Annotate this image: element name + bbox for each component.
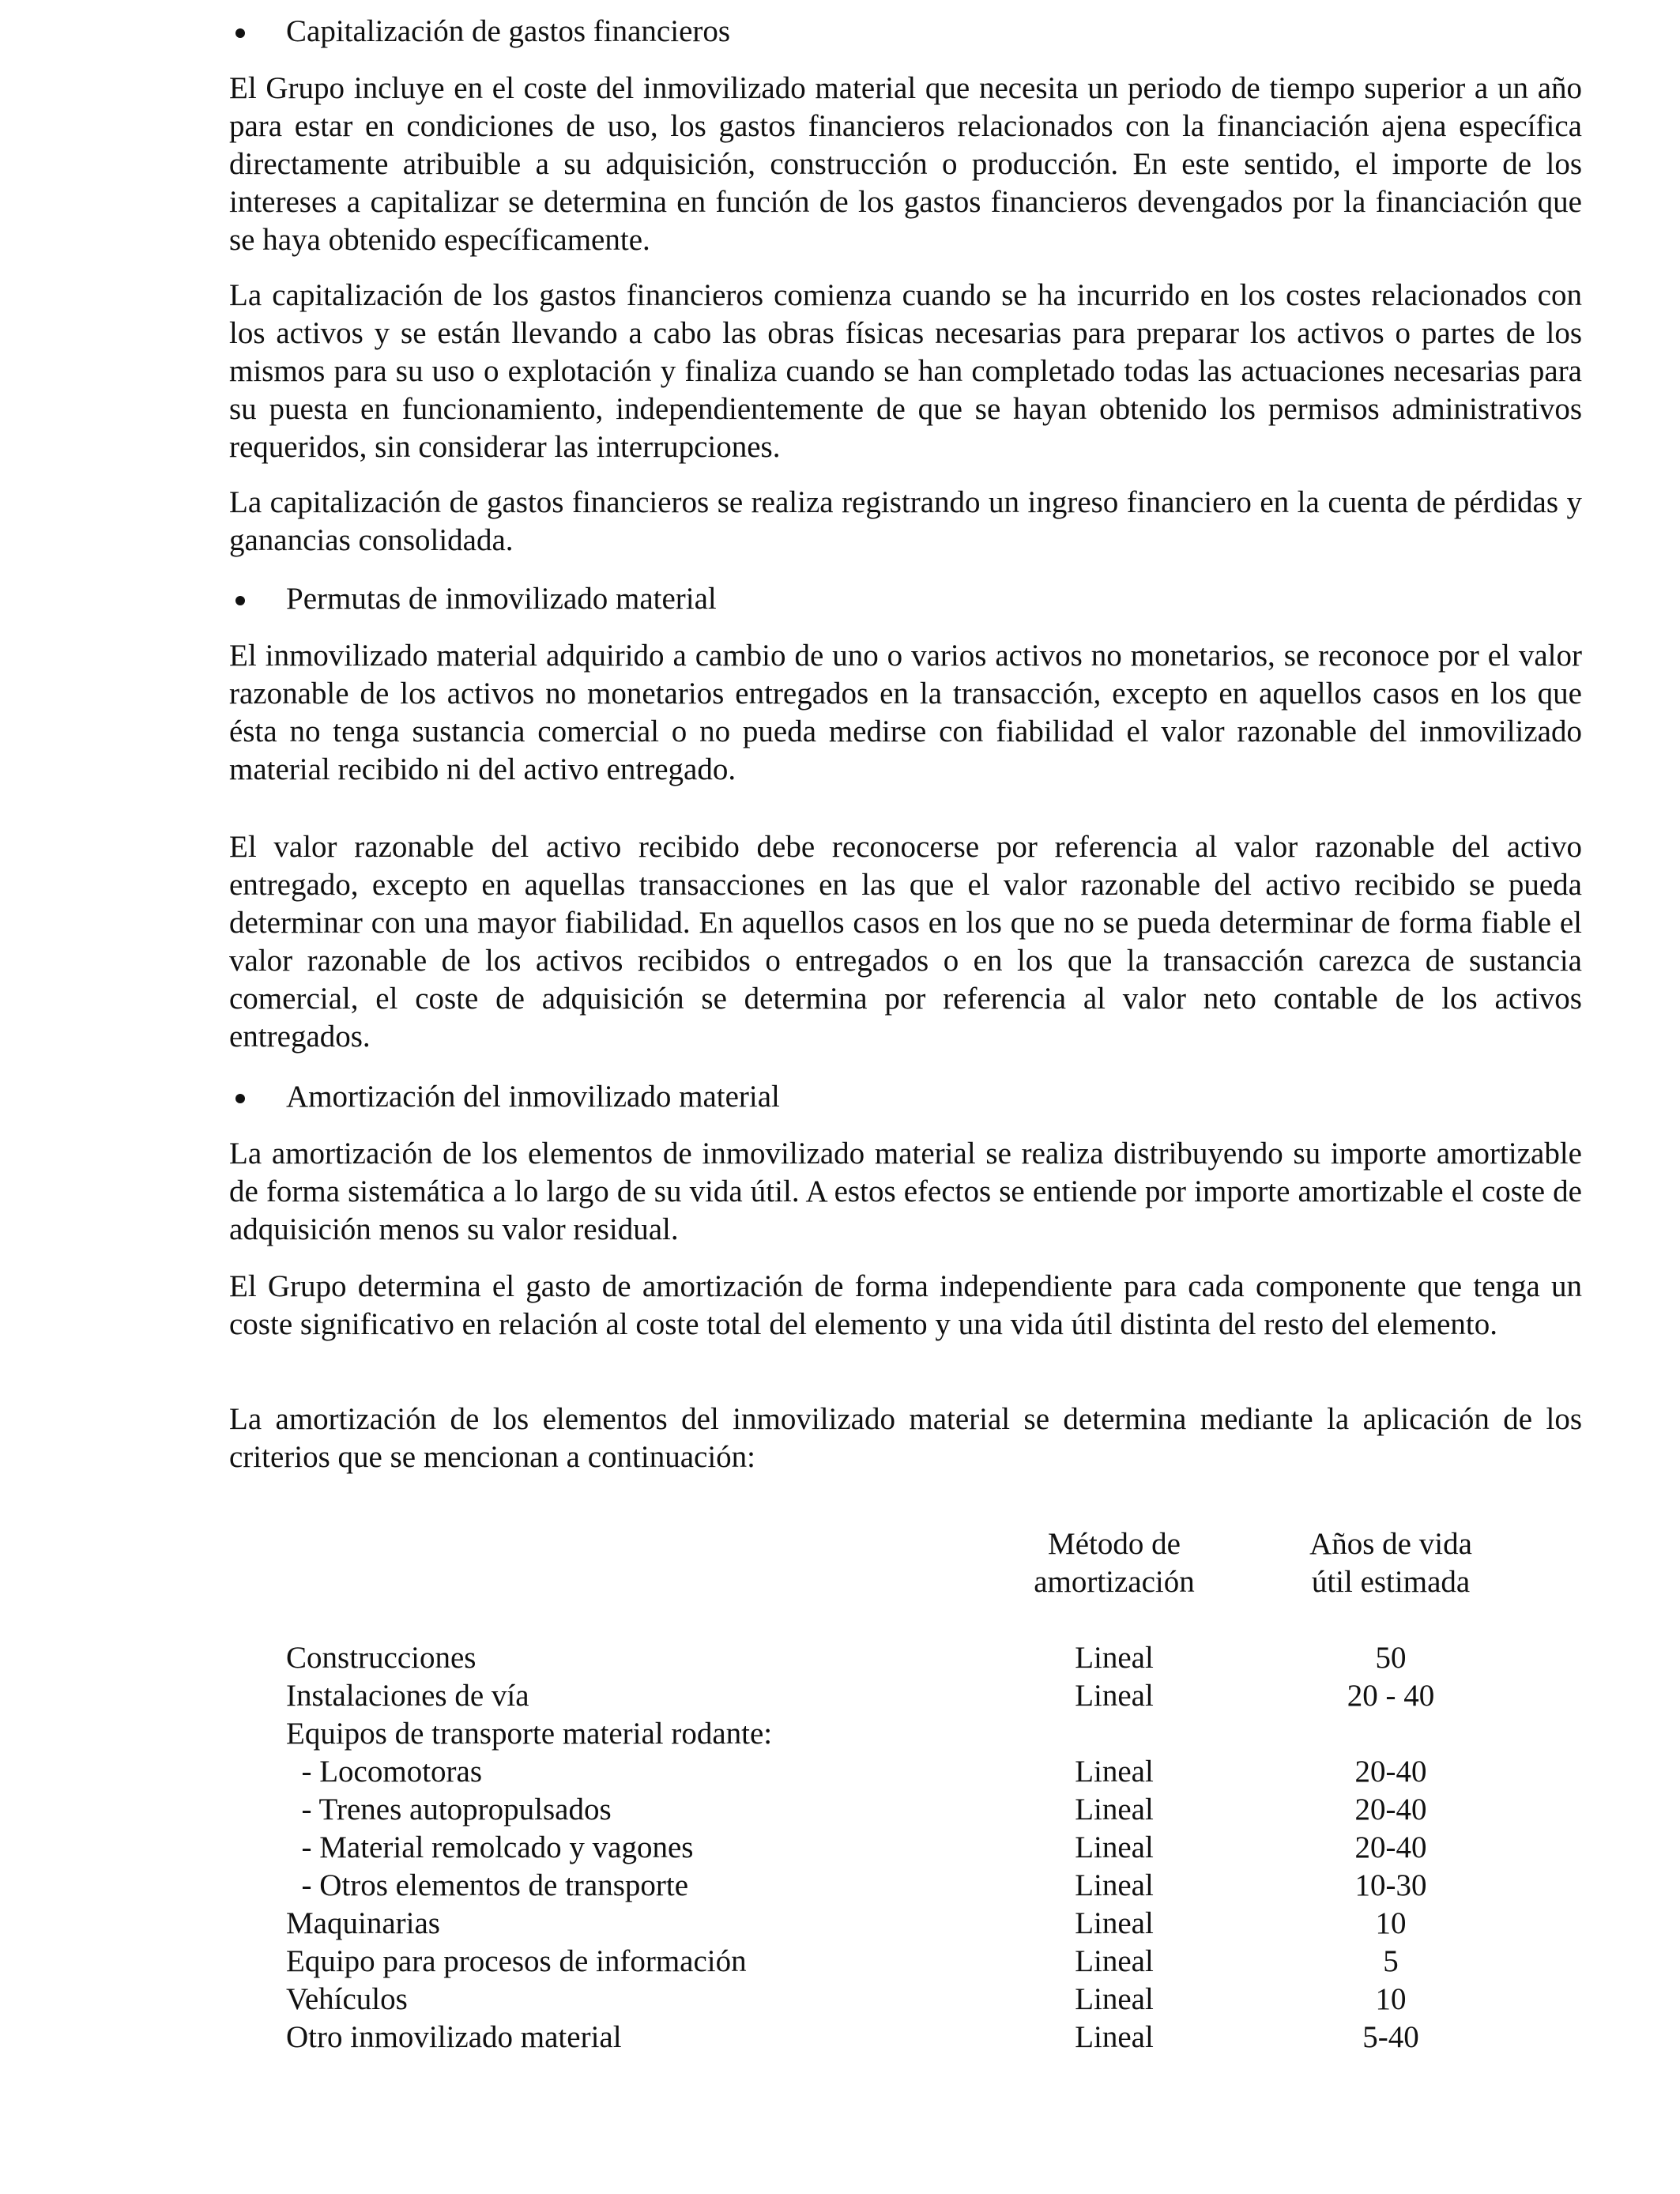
row-label: Equipo para procesos de información xyxy=(286,1944,747,1978)
row-years: 20-40 xyxy=(1354,1755,1427,1789)
paragraph-permutas-1: El inmovilizado material adquirido a cambio de uno o varios activos no monetarios, se reconoce por el valor razonable de los activos no monetarios entregados en la transacción, excepto en aquellos casos en los que ésta no tenga sustancia comercial o no pueda medirse con fiabilidad el valor razonable del inmovilizado material recibido ni del activo entregado. xyxy=(229,639,1582,786)
table-row xyxy=(229,1677,1582,1715)
row-method: Lineal xyxy=(1075,1944,1154,1978)
paragraph-capitalizacion-3: La capitalización de gastos financieros se realiza registrando un ingreso financiero en la cuenta de pérdidas y ganancias consolidada. xyxy=(229,485,1582,557)
header-method-line1: Método de xyxy=(1048,1527,1181,1561)
bullet-dot-icon xyxy=(235,28,245,38)
paragraph-capitalizacion-2: La capitalización de los gastos financieros comienza cuando se ha incurrido en los costes relacionados con los activos y se están llevando a cabo las obras físicas necesarias para preparar los activos o partes de los mismos para su uso o explotación y finaliza cuando se han completado todas las actuaciones necesarias para su puesta en funcionamiento, independientemente de que se hayan obtenido los permisos administrativos requeridos, sin considerar las interrupciones. xyxy=(229,278,1582,464)
header-years-line1: Años de vida xyxy=(1309,1527,1472,1561)
row-label: Instalaciones de vía xyxy=(286,1679,529,1713)
row-method: Lineal xyxy=(1075,1830,1154,1864)
row-label: - Material remolcado y vagones xyxy=(286,1830,694,1864)
row-method: Lineal xyxy=(1075,1868,1154,1902)
paragraph-permutas-2: El valor razonable del activo recibido debe reconocerse por referencia al valor razonable del activo entregado, excepto en aquellas transacciones en las que el valor razonable del activo recibido se pueda determinar con una mayor fiabilidad. En aquellos casos en los que no se pueda determinar de forma fiable el valor razonable de los activos recibidos o entregados o en los que la transacción carezca de sustancia comercial, el coste de adquisición se determina por referencia al valor neto contable de los activos entregados. xyxy=(229,830,1582,1054)
row-years: 10 xyxy=(1375,1906,1407,1940)
bullet-dot-icon xyxy=(235,596,245,605)
row-years: 5-40 xyxy=(1362,2020,1419,2054)
table-row xyxy=(229,1905,1582,1943)
row-label: Maquinarias xyxy=(286,1906,440,1940)
row-method: Lineal xyxy=(1075,2020,1154,2054)
row-label: Otro inmovilizado material xyxy=(286,2020,622,2054)
row-years: 20-40 xyxy=(1354,1830,1427,1864)
paragraph-amortizacion-1: La amortización de los elementos de inmovilizado material se realiza distribuyendo su importe amortizable de forma sistemática a lo largo de su vida útil. A estos efectos se entiende por importe amortizable el coste de adquisición menos su valor residual. xyxy=(229,1137,1582,1246)
bullet-heading: Capitalización de gastos financieros xyxy=(286,14,731,48)
row-label: - Otros elementos de transporte xyxy=(286,1868,689,1902)
row-label: Vehículos xyxy=(286,1982,408,2016)
table-row xyxy=(229,1791,1582,1829)
row-label: - Trenes autopropulsados xyxy=(286,1793,612,1826)
header-years xyxy=(1217,1525,1565,1601)
row-label: Equipos de transporte material rodante: xyxy=(286,1717,773,1751)
table-row xyxy=(229,1753,1582,1791)
table-row xyxy=(229,2019,1582,2056)
table-row xyxy=(229,1715,1582,1753)
row-years: 10-30 xyxy=(1354,1868,1427,1902)
row-years: 10 xyxy=(1375,1982,1407,2016)
row-method: Lineal xyxy=(1075,1793,1154,1826)
row-years: 20-40 xyxy=(1354,1793,1427,1826)
row-method: Lineal xyxy=(1075,1982,1154,2016)
table-row xyxy=(229,1829,1582,1867)
bullet-heading: Permutas de inmovilizado material xyxy=(286,582,717,616)
row-method: Lineal xyxy=(1075,1906,1154,1940)
table-row xyxy=(229,1943,1582,1981)
row-years: 50 xyxy=(1375,1641,1407,1675)
header-method-line2: amortización xyxy=(1034,1565,1195,1599)
bullet-dot-icon xyxy=(235,1094,245,1103)
row-label: Construcciones xyxy=(286,1641,477,1675)
row-label: - Locomotoras xyxy=(286,1755,483,1789)
bullet-heading: Amortización del inmovilizado material xyxy=(286,1080,780,1114)
row-method: Lineal xyxy=(1075,1679,1154,1713)
row-method: Lineal xyxy=(1075,1641,1154,1675)
row-method: Lineal xyxy=(1075,1755,1154,1789)
row-years: 5 xyxy=(1383,1944,1399,1978)
table-row xyxy=(229,1639,1582,1677)
header-years-line2: útil estimada xyxy=(1311,1565,1471,1599)
paragraph-amortizacion-2: El Grupo determina el gasto de amortización de forma independiente para cada componente que tenga un coste significativo en relación al coste total del elemento y una vida útil distinta del resto del elemento. xyxy=(229,1269,1582,1341)
paragraph-amortizacion-3: La amortización de los elementos del inmovilizado material se determina mediante la aplicación de los criterios que se mencionan a continuación: xyxy=(229,1402,1582,1474)
table-row xyxy=(229,1867,1582,1905)
row-years: 20 - 40 xyxy=(1347,1679,1435,1713)
table-row xyxy=(229,1981,1582,2019)
paragraph-capitalizacion-1: El Grupo incluye en el coste del inmovilizado material que necesita un periodo de tiempo superior a un año para estar en condiciones de uso, los gastos financieros relacionados con la financiación ajena específica directamente atribuible a su adquisición, construcción o producción. En este sentido, el importe de los intereses a capitalizar se determina en función de los gastos financieros devengados por la financiación que se haya obtenido específicamente. xyxy=(229,71,1582,257)
